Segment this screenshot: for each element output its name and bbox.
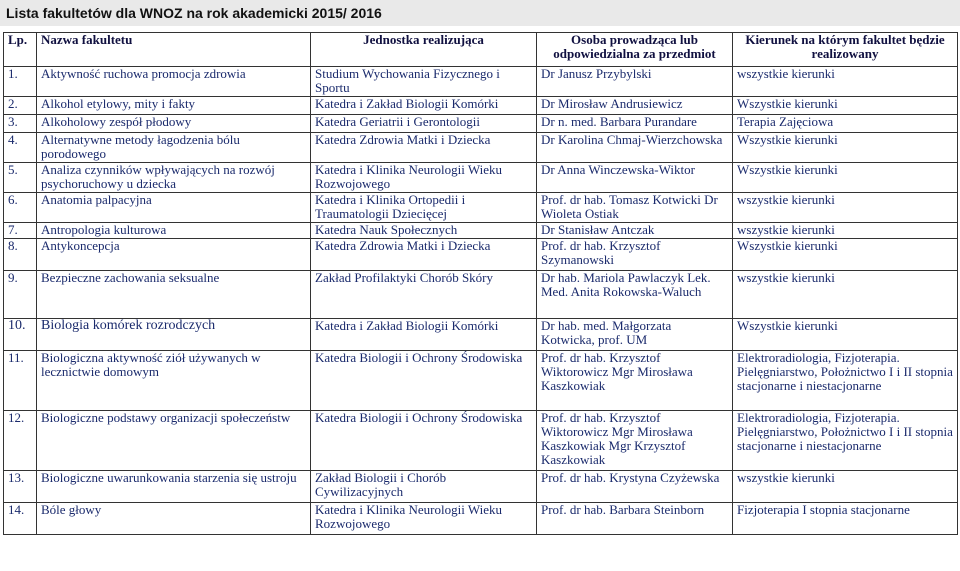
field-of-study: wszystkie kierunki — [733, 223, 958, 239]
row-number: 1. — [4, 67, 37, 97]
row-number: 8. — [4, 239, 37, 271]
unit-name: Katedra Nauk Społecznych — [311, 223, 537, 239]
header-unit: Jednostka realizująca — [311, 33, 537, 67]
field-of-study: Elektroradiologia, Fizjoterapia. Pielęgniarstwo, Położnictwo I i II stopnia stacjonarne i niestacjonarne — [733, 411, 958, 471]
faculty-name: Antropologia kulturowa — [37, 223, 311, 239]
header-lp: Lp. — [4, 33, 37, 67]
row-number: 9. — [4, 271, 37, 319]
table-row — [4, 271, 958, 319]
table-header-row — [4, 33, 958, 67]
table-row — [4, 351, 958, 411]
row-number: 5. — [4, 163, 37, 193]
faculty-name: Biologiczna aktywność ziół używanych w lecznictwie domowym — [37, 351, 311, 411]
person-name: Prof. dr hab. Barbara Steinborn — [537, 503, 733, 535]
faculty-name: Aktywność ruchowa promocja zdrowia — [37, 67, 311, 97]
faculty-name: Anatomia palpacyjna — [37, 193, 311, 223]
table-row — [4, 223, 958, 239]
unit-name: Katedra i Klinika Neurologii Wieku Rozwojowego — [311, 163, 537, 193]
person-name: Dr Mirosław Andrusiewicz — [537, 97, 733, 115]
row-number: 4. — [4, 133, 37, 163]
unit-name: Katedra i Zakład Biologii Komórki — [311, 319, 537, 351]
unit-name: Katedra i Klinika Neurologii Wieku Rozwojowego — [311, 503, 537, 535]
faculty-name: Alkoholowy zespół płodowy — [37, 115, 311, 133]
table-row — [4, 239, 958, 271]
faculty-name: Alkohol etylowy, mity i fakty — [37, 97, 311, 115]
field-of-study: wszystkie kierunki — [733, 271, 958, 319]
unit-name: Zakład Profilaktyki Chorób Skóry — [311, 271, 537, 319]
person-name: Dr hab. Mariola Pawlaczyk Lek. Med. Anita Rokowska-Waluch — [537, 271, 733, 319]
field-of-study: Wszystkie kierunki — [733, 163, 958, 193]
unit-name: Katedra i Klinika Ortopedii i Traumatologii Dziecięcej — [311, 193, 537, 223]
field-of-study: Elektroradiologia, Fizjoterapia. Pielęgniarstwo, Położnictwo I i II stopnia stacjonarne i niestacjonarne — [733, 351, 958, 411]
row-number: 12. — [4, 411, 37, 471]
unit-name: Studium Wychowania Fizycznego i Sportu — [311, 67, 537, 97]
row-number: 14. — [4, 503, 37, 535]
field-of-study: wszystkie kierunki — [733, 67, 958, 97]
row-number: 2. — [4, 97, 37, 115]
faculty-name: Bezpieczne zachowania seksualne — [37, 271, 311, 319]
unit-name: Zakład Biologii i Chorób Cywilizacyjnych — [311, 471, 537, 503]
page-title: Lista fakultetów dla WNOZ na rok akademicki 2015/ 2016 — [0, 0, 960, 26]
unit-name: Katedra Zdrowia Matki i Dziecka — [311, 239, 537, 271]
field-of-study: Terapia Zajęciowa — [733, 115, 958, 133]
table-row — [4, 471, 958, 503]
row-number: 11. — [4, 351, 37, 411]
person-name: Prof. dr hab. Krzysztof Wiktorowicz Mgr Mirosława Kaszkowiak — [537, 351, 733, 411]
faculty-name: Bóle głowy — [37, 503, 311, 535]
faculty-table — [3, 32, 958, 535]
faculty-name: Biologiczne podstawy organizacji społeczeństw — [37, 411, 311, 471]
table-row — [4, 193, 958, 223]
field-of-study: Wszystkie kierunki — [733, 133, 958, 163]
unit-name: Katedra Geriatrii i Gerontologii — [311, 115, 537, 133]
person-name: Prof. dr hab. Krystyna Czyżewska — [537, 471, 733, 503]
person-name: Dr Karolina Chmaj-Wierzchowska — [537, 133, 733, 163]
row-number: 13. — [4, 471, 37, 503]
row-number: 6. — [4, 193, 37, 223]
faculty-name: Analiza czynników wpływających na rozwój psychoruchowy u dziecka — [37, 163, 311, 193]
field-of-study: Wszystkie kierunki — [733, 239, 958, 271]
table-row — [4, 411, 958, 471]
table-row — [4, 115, 958, 133]
table-row — [4, 503, 958, 535]
field-of-study: Fizjoterapia I stopnia stacjonarne — [733, 503, 958, 535]
faculty-name: Biologia komórek rozrodczych — [37, 319, 311, 351]
table-row — [4, 67, 958, 97]
table-row — [4, 133, 958, 163]
header-field: Kierunek na którym fakultet będzie realizowany — [733, 33, 958, 67]
person-name: Dr Janusz Przybylski — [537, 67, 733, 97]
row-number: 10. — [4, 319, 37, 351]
unit-name: Katedra Biologii i Ochrony Środowiska — [311, 411, 537, 471]
table-row — [4, 319, 958, 351]
faculty-name: Antykoncepcja — [37, 239, 311, 271]
person-name: Dr Anna Winczewska-Wiktor — [537, 163, 733, 193]
field-of-study: wszystkie kierunki — [733, 193, 958, 223]
field-of-study: Wszystkie kierunki — [733, 97, 958, 115]
field-of-study: Wszystkie kierunki — [733, 319, 958, 351]
person-name: Dr Stanisław Antczak — [537, 223, 733, 239]
person-name: Dr hab. med. Małgorzata Kotwicka, prof. UM — [537, 319, 733, 351]
person-name: Prof. dr hab. Krzysztof Wiktorowicz Mgr Mirosława Kaszkowiak Mgr Krzysztof Kaszkowiak — [537, 411, 733, 471]
table-row — [4, 163, 958, 193]
person-name: Prof. dr hab. Tomasz Kotwicki Dr Wioleta Ostiak — [537, 193, 733, 223]
person-name: Dr n. med. Barbara Purandare — [537, 115, 733, 133]
field-of-study: wszystkie kierunki — [733, 471, 958, 503]
person-name: Prof. dr hab. Krzysztof Szymanowski — [537, 239, 733, 271]
faculty-name: Biologiczne uwarunkowania starzenia się ustroju — [37, 471, 311, 503]
faculty-name: Alternatywne metody łagodzenia bólu porodowego — [37, 133, 311, 163]
row-number: 3. — [4, 115, 37, 133]
unit-name: Katedra Zdrowia Matki i Dziecka — [311, 133, 537, 163]
header-person: Osoba prowadząca lub odpowiedzialna za przedmiot — [537, 33, 733, 67]
row-number: 7. — [4, 223, 37, 239]
header-name: Nazwa fakultetu — [37, 33, 311, 67]
unit-name: Katedra i Zakład Biologii Komórki — [311, 97, 537, 115]
unit-name: Katedra Biologii i Ochrony Środowiska — [311, 351, 537, 411]
table-row — [4, 97, 958, 115]
